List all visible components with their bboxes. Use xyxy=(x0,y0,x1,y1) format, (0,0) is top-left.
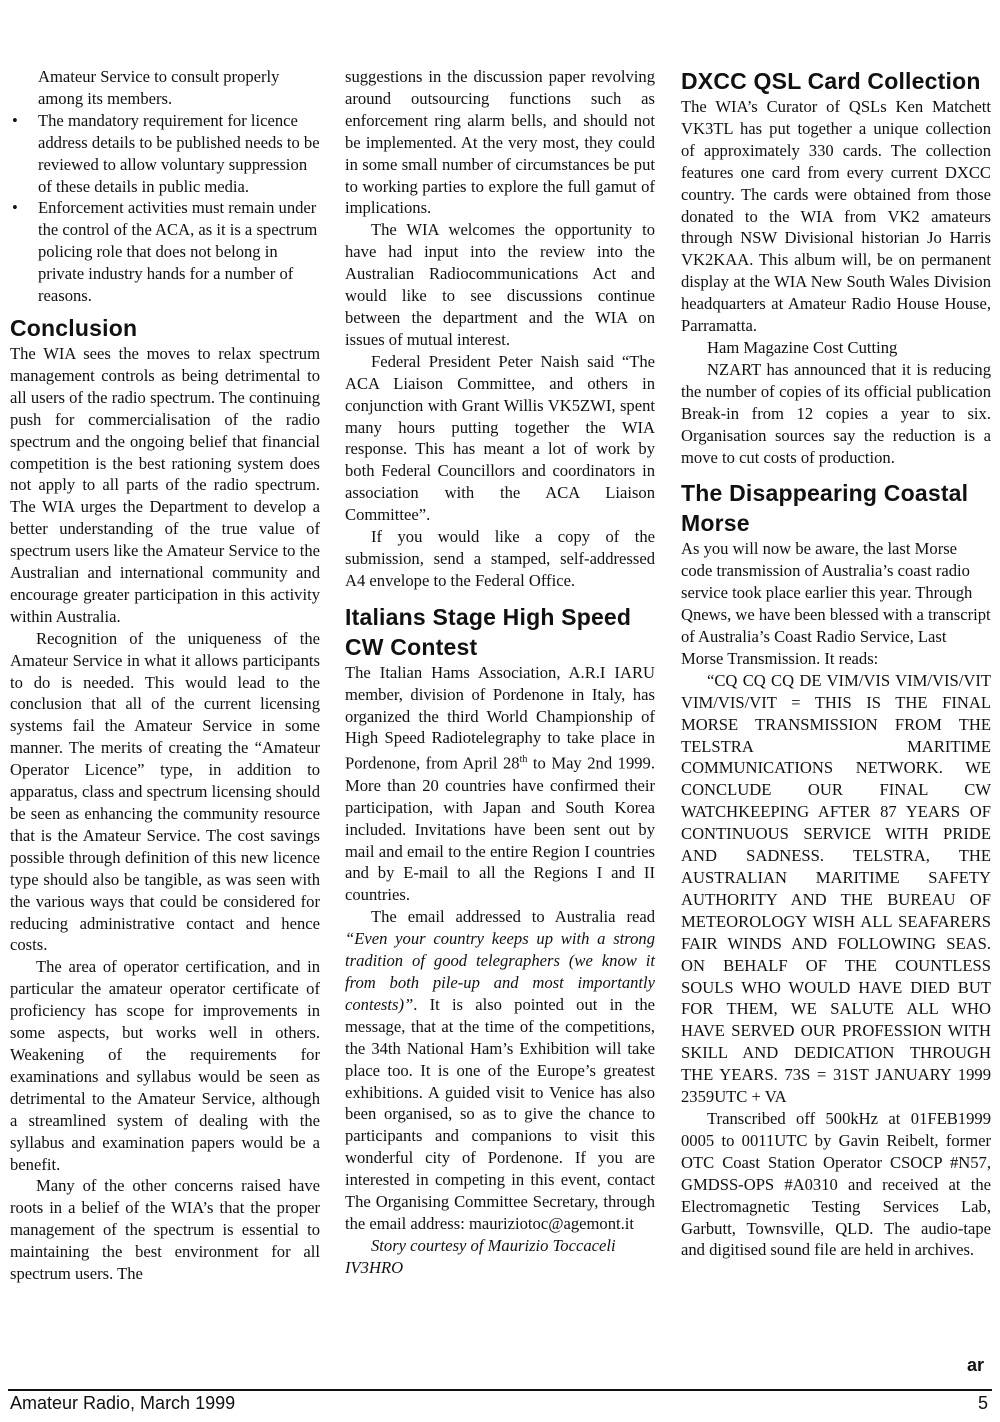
column-middle xyxy=(345,66,655,1279)
bullet-list xyxy=(10,66,320,307)
italic-quote: “Even your country keeps up with a strong tradition of good telegraphers (we know it from both pile-up and most importantly contests)” xyxy=(345,929,655,1014)
list-item xyxy=(10,66,320,110)
story-credit: Story courtesy of Maurizio Toccaceli IV3HRO xyxy=(345,1235,616,1277)
column-left xyxy=(10,66,320,1285)
paragraph: The WIA’s Curator of QSLs Ken Matchett VK3TL has put together a unique collection of approximately 330 cards. The collection features one card from every current DXCC country. The cards were obtained from those donated to the WIA from VK2 amateurs through NSW Divisional historian Jo Harris VK2KAA. This album will, be on permanent display at the WIA New South Wales Division headquarters at Amateur Radio House House, Parramatta. xyxy=(681,97,991,336)
paragraph: The WIA sees the moves to relax spectrum management controls as being detrimental to all users of the radio spectrum. The continuing push for commercialisation of the radio spectrum and the ongoing belief that financial competition is the best rationing system does not apply to all parts of the radio spectrum. The WIA urges the Department to develop a better understanding of the true value of spectrum users like the Amateur Service to the Australian and international community and encourage greater participation in this activity within Australia. xyxy=(10,343,320,626)
list-item xyxy=(10,197,320,307)
paragraph xyxy=(345,662,655,907)
paragraph: The WIA welcomes the opportunity to have had input into the review into the Australian Radiocommunications Act and would like to see discussions continue between the department and the WIA on issues of mutual interest. xyxy=(345,220,655,349)
bullet-text: Enforcement activities must remain under the control of the ACA, as it is a spectrum policing role that does not belong in private industry hands for a number of reasons. xyxy=(38,198,318,306)
footer-divider xyxy=(8,1389,992,1391)
list-item xyxy=(10,110,320,198)
bullet-text: The mandatory requirement for licence address details to be published needs to be reviewed to allow voluntary suppression of these details in public media. xyxy=(38,110,320,196)
page-number: 5 xyxy=(977,1393,988,1413)
bullet-icon: • xyxy=(12,198,18,218)
text-run: to May 2nd 1999. More than 20 countries have confirmed their participation, with Japan and South Korea included. Invitations have been sent out by mail and email to the entire Region I countries and by E-mail to all the Regions I and II countries. xyxy=(345,753,655,905)
bullet-continuation: Amateur Service to consult properly among its members. xyxy=(38,67,280,108)
bullet-icon: • xyxy=(12,110,18,130)
text-run: The Italian Hams Association, A.R.I IARU member, division of Pordenone in Italy, has organized the third World Championship of High Speed Radiotelegraphy to take place in Pordenone, from April 28 xyxy=(345,662,655,773)
section-heading-dxcc: DXCC QSL Card Collection xyxy=(681,68,981,94)
morse-transcript: “CQ CQ CQ DE VIM/VIS VIM/VIS/VIT VIM/VIS/VIT = THIS IS THE FINAL MORSE TRANSMISSION FROM THE TELSTRA MARITIME COMMUNICATIONS NETWORK. WE CONCLUDE OUR FINAL CW WATCHKEEPING AFTER 87 YEARS OF CONTINUOUS SERVICE WITH PRIDE AND SADNESS. TELSTRA, THE AUSTRALIAN MARITIME SAFETY AUTHORITY AND THE BUREAU OF METEOROLOGY WISH ALL SEAFARERS FAIR WINDS AND FOLLOWING SEAS. ON BEHALF OF THE COUNTLESS SOULS WHO WOULD HAVE DIED BUT FOR THEM, WE SALUTE ALL WHO HAVE SERVED OUR PROFESSION WITH SKILL AND DEDICATION THROUGH THE YEARS. 73S = 31ST JANUARY 1999 2359UTC + VA xyxy=(681,670,991,1107)
paragraph xyxy=(345,906,655,1235)
superscript: th xyxy=(519,754,528,766)
paragraph: Transcribed off 500kHz at 01FEB1999 0005 to 0011UTC by Gavin Reibelt, former OTC Coast Station Operator CSOCP #N57, GMDSS-OPS #A0310 and received at the Electromagnetic Testing Services Lab, Garbutt, Townsville, QLD. The audio-tape and digitised sound file are held in archives. xyxy=(681,1108,991,1260)
text-run: The email addressed to Australia read xyxy=(371,907,655,927)
paragraph: The area of operator certification, and in particular the amateur operator certificate of proficiency has scope for improvements in some aspects, but works well in others. Weakening of the requirements for examinations and syllabus would be seen as detrimental to the Amateur Service, although a streamlined system of dealing with the syllabus and examination papers would be a benefit. xyxy=(10,957,320,1174)
paragraph: Federal President Peter Naish said “The ACA Liaison Committee, and others in conjunction with Grant Willis VK5ZWI, spent many hours putting together the WIA response. This has meant a lot of work by both Federal Councillors and coordinators in association with the ACA Liaison Committee”. xyxy=(345,351,655,525)
paragraph: Recognition of the uniqueness of the Amateur Service in what it allows participants to do is needed. This would lead to the conclusion that all of the current licensing systems fail the Amateur Service in some manner. The merits of creating the “Amateur Operator Licence” type, in addition to apparatus, class and spectrum licensing should be seen as enhancing the community resource that is the Amateur Service. The cost savings possible through definition of this new licence type should also be tangible, as was seen with the various ways that could be considered for reducing administrative contact and hence costs. xyxy=(10,628,320,955)
section-heading-conclusion: Conclusion xyxy=(10,314,138,341)
paragraph: Many of the other concerns raised have roots in a belief of the WIA’s that the proper management of the spectrum is essential to maintaining the best environment for all spectrum users. The xyxy=(10,1176,320,1284)
text-run: . It is also pointed out in the message, that at the time of the competitions, the 34th National Ham’s Exhibition will take place too. It is one of the Europe’s greatest exhibitions. A guided visit to Venice has also been organised, so as to give the chance to participants and companions to visit this wonderful city of Pordenone. If you are interested in competing in this event, contact The Organising Committee Secretary, through the email address: mauriziotoc@agemont.it xyxy=(345,994,655,1233)
paragraph: As you will now be aware, the last Morse code transmission of Australia’s coast radio service took place earlier this year. Through Qnews, we have been blessed with a transcript of Australia’s Coast Radio Service, Last Morse Transmission. It reads: xyxy=(681,539,991,668)
paragraph: suggestions in the discussion paper revolving around outsourcing functions such as enforcement ring alarm bells, and should not be implemented. At the very most, they could in some small number of circumstances be put to working parties to explore the full gamut of implications. xyxy=(345,67,655,218)
column-right xyxy=(681,66,991,1261)
footer-publication: Amateur Radio, March 1999 xyxy=(10,1393,236,1413)
paragraph: If you would like a copy of the submission, send a stamped, self-addressed A4 envelope to the Federal Office. xyxy=(345,527,655,590)
subheading-ham-magazine: Ham Magazine Cost Cutting xyxy=(707,337,898,357)
paragraph: NZART has announced that it is reducing the number of copies of its official publication Break-in from 12 copies a year to six. Organisation sources say the reduction is a move to cut costs of production. xyxy=(681,359,991,467)
section-heading-italians-contest: Italians Stage High Speed CW Contest xyxy=(345,603,632,660)
section-heading-coastal-morse: The Disappearing Coastal Morse xyxy=(681,480,969,537)
end-of-article-mark: ar xyxy=(967,1355,985,1375)
